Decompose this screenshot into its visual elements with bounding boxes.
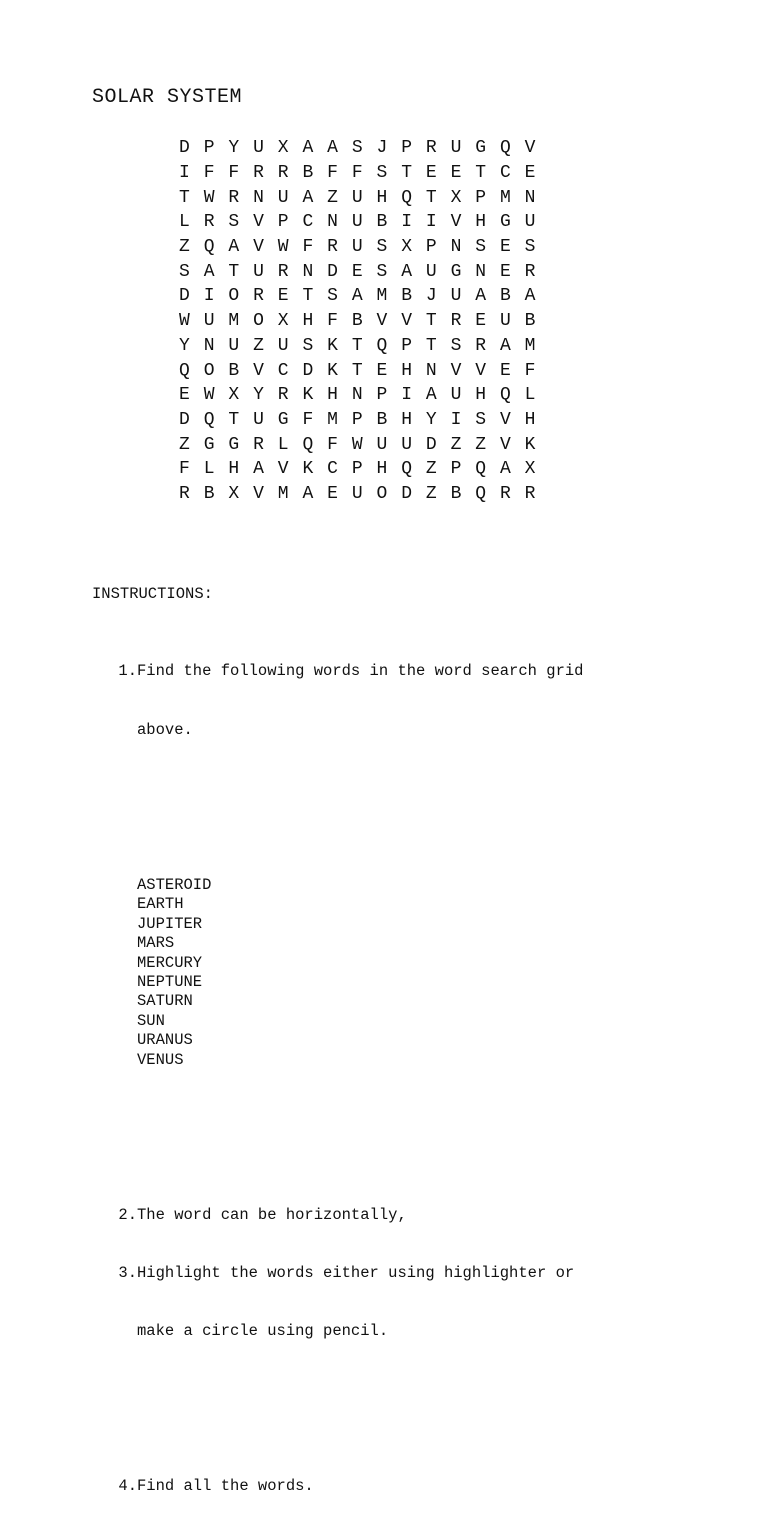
grid-letter[interactable]: S <box>302 335 314 356</box>
grid-letter[interactable]: E <box>499 360 511 381</box>
grid-letter[interactable]: H <box>327 385 338 406</box>
grid-letter[interactable]: G <box>499 212 511 233</box>
instruction-step-3-continued <box>92 1322 583 1341</box>
grid-letter[interactable]: N <box>351 385 363 406</box>
grid-letter[interactable]: R <box>425 138 437 159</box>
grid-letter[interactable]: U <box>351 187 363 208</box>
grid-letter[interactable]: P <box>401 138 412 159</box>
grid-letter[interactable]: R <box>277 163 289 184</box>
grid-letter[interactable]: P <box>425 237 437 258</box>
grid-row <box>179 482 549 507</box>
grid-letter[interactable]: M <box>376 286 388 307</box>
grid-letter[interactable]: N <box>524 187 536 208</box>
grid-letter[interactable]: N <box>425 360 437 381</box>
grid-letter[interactable]: A <box>401 261 412 282</box>
grid-letter[interactable]: B <box>401 286 412 307</box>
grid-letter[interactable]: R <box>327 237 338 258</box>
grid-letter[interactable]: K <box>524 434 536 455</box>
grid-letter[interactable]: N <box>253 187 264 208</box>
grid-letter[interactable]: H <box>401 360 412 381</box>
grid-letter[interactable]: R <box>524 261 536 282</box>
word-list-item: VENUS <box>137 1050 184 1069</box>
grid-letter[interactable]: E <box>499 237 511 258</box>
grid-letter[interactable]: V <box>499 434 511 455</box>
grid-letter[interactable]: E <box>179 385 190 406</box>
grid-letter[interactable]: X <box>277 311 289 332</box>
grid-letter[interactable]: S <box>228 212 240 233</box>
grid-letter[interactable]: E <box>475 311 487 332</box>
grid-letter[interactable]: J <box>425 286 437 307</box>
grid-letter[interactable]: H <box>475 385 487 406</box>
grid-row <box>179 408 549 433</box>
grid-letter[interactable]: M <box>524 335 536 356</box>
grid-letter[interactable]: Z <box>179 434 190 455</box>
grid-letter[interactable]: B <box>302 163 314 184</box>
grid-letter[interactable]: B <box>203 483 215 504</box>
grid-row <box>179 136 549 161</box>
grid-letter[interactable]: P <box>203 138 215 159</box>
grid-row <box>179 259 549 284</box>
grid-letter[interactable]: A <box>475 286 487 307</box>
grid-letter[interactable]: P <box>277 212 289 233</box>
grid-letter[interactable]: R <box>499 483 511 504</box>
grid-letter[interactable]: Y <box>228 138 240 159</box>
instruction-step-1-continued <box>92 721 583 740</box>
grid-letter[interactable]: V <box>450 360 462 381</box>
grid-row <box>179 383 549 408</box>
grid-letter[interactable]: R <box>524 483 536 504</box>
grid-letter[interactable]: B <box>228 360 240 381</box>
grid-letter[interactable]: X <box>401 237 412 258</box>
grid-letter[interactable]: V <box>450 212 462 233</box>
grid-letter[interactable]: D <box>179 409 190 430</box>
grid-letter[interactable]: H <box>376 187 388 208</box>
step-text: above. <box>137 720 193 739</box>
grid-letter[interactable]: K <box>327 335 338 356</box>
grid-letter[interactable]: F <box>302 409 314 430</box>
word-list-item: SUN <box>137 1011 165 1030</box>
grid-letter[interactable]: T <box>351 335 363 356</box>
grid-letter[interactable]: Q <box>401 187 412 208</box>
page-title: SOLAR SYSTEM <box>92 86 243 109</box>
grid-letter[interactable]: A <box>302 138 314 159</box>
grid-letter[interactable]: D <box>302 360 314 381</box>
grid-letter[interactable]: R <box>277 261 289 282</box>
grid-letter[interactable]: V <box>253 212 264 233</box>
grid-letter[interactable]: S <box>179 261 190 282</box>
step-number: 4. <box>118 1477 137 1496</box>
grid-letter[interactable]: R <box>253 286 264 307</box>
word-list <box>137 876 583 1070</box>
grid-letter[interactable]: A <box>351 286 363 307</box>
word-list-item: SATURN <box>137 992 193 1011</box>
step-number: 3. <box>118 1264 137 1282</box>
grid-letter[interactable]: S <box>376 261 388 282</box>
grid-letter[interactable]: G <box>450 261 462 282</box>
grid-letter[interactable]: F <box>228 163 240 184</box>
grid-letter[interactable]: H <box>475 212 487 233</box>
grid-letter[interactable]: X <box>524 459 536 480</box>
grid-row <box>179 334 549 359</box>
grid-letter[interactable]: P <box>351 459 363 480</box>
grid-letter[interactable]: F <box>327 311 338 332</box>
grid-letter[interactable]: S <box>351 138 363 159</box>
grid-letter[interactable]: F <box>302 237 314 258</box>
instruction-step-2 <box>92 1206 583 1225</box>
grid-letter[interactable]: J <box>376 138 388 159</box>
grid-letter[interactable]: Q <box>475 483 487 504</box>
grid-letter[interactable]: W <box>277 237 289 258</box>
grid-letter[interactable]: N <box>203 335 215 356</box>
grid-letter[interactable]: U <box>450 286 462 307</box>
grid-letter[interactable]: B <box>450 483 462 504</box>
grid-row <box>179 309 549 334</box>
grid-letter[interactable]: F <box>524 360 536 381</box>
grid-letter[interactable]: A <box>203 261 215 282</box>
grid-letter[interactable]: U <box>524 212 536 233</box>
grid-letter[interactable]: V <box>401 311 412 332</box>
grid-letter[interactable]: L <box>524 385 536 406</box>
grid-letter[interactable]: T <box>179 187 190 208</box>
grid-letter[interactable]: D <box>179 286 190 307</box>
grid-letter[interactable]: T <box>425 335 437 356</box>
grid-letter[interactable]: E <box>327 483 338 504</box>
grid-letter[interactable]: Q <box>302 434 314 455</box>
grid-letter[interactable]: A <box>499 335 511 356</box>
grid-letter[interactable]: U <box>401 434 412 455</box>
grid-letter[interactable]: I <box>203 286 215 307</box>
grid-letter[interactable]: Q <box>203 237 215 258</box>
grid-letter[interactable]: H <box>228 459 240 480</box>
grid-letter[interactable]: S <box>376 163 388 184</box>
grid-letter[interactable]: Q <box>376 335 388 356</box>
grid-letter[interactable]: V <box>277 459 289 480</box>
grid-letter[interactable]: S <box>450 335 462 356</box>
grid-row <box>179 358 549 383</box>
grid-letter[interactable]: I <box>450 409 462 430</box>
grid-letter[interactable]: W <box>203 385 215 406</box>
grid-row <box>179 161 549 186</box>
grid-letter[interactable]: L <box>203 459 215 480</box>
grid-letter[interactable]: E <box>277 286 289 307</box>
grid-letter[interactable]: E <box>425 163 437 184</box>
grid-letter[interactable]: C <box>302 212 314 233</box>
grid-letter[interactable]: D <box>401 483 412 504</box>
word-list-item: URANUS <box>137 1031 193 1050</box>
grid-letter[interactable]: D <box>327 261 338 282</box>
grid-letter[interactable]: A <box>302 483 314 504</box>
grid-letter[interactable]: Z <box>179 237 190 258</box>
grid-letter[interactable]: U <box>499 311 511 332</box>
grid-letter[interactable]: P <box>450 459 462 480</box>
grid-letter[interactable]: W <box>179 311 190 332</box>
grid-letter[interactable]: U <box>277 335 289 356</box>
grid-letter[interactable]: Q <box>499 385 511 406</box>
grid-letter[interactable]: U <box>450 138 462 159</box>
grid-letter[interactable]: R <box>203 212 215 233</box>
grid-letter[interactable]: Y <box>425 409 437 430</box>
grid-row <box>179 284 549 309</box>
grid-letter[interactable]: T <box>425 187 437 208</box>
grid-letter[interactable]: T <box>228 409 240 430</box>
grid-letter[interactable]: T <box>302 286 314 307</box>
grid-row <box>179 235 549 260</box>
grid-letter[interactable]: N <box>450 237 462 258</box>
grid-letter[interactable]: V <box>524 138 536 159</box>
grid-letter[interactable]: H <box>524 409 536 430</box>
grid-letter[interactable]: E <box>351 261 363 282</box>
grid-letter[interactable]: Y <box>179 335 190 356</box>
grid-letter[interactable]: S <box>475 409 487 430</box>
instruction-step-4 <box>92 1477 583 1496</box>
word-list-item: MERCURY <box>137 953 203 972</box>
grid-letter[interactable]: G <box>203 434 215 455</box>
grid-letter[interactable]: V <box>475 360 487 381</box>
grid-letter[interactable]: P <box>376 385 388 406</box>
grid-letter[interactable]: S <box>524 237 536 258</box>
grid-letter[interactable]: Z <box>253 335 264 356</box>
step-number: 1. <box>118 662 137 681</box>
grid-letter[interactable]: S <box>475 237 487 258</box>
grid-letter[interactable]: T <box>351 360 363 381</box>
grid-letter[interactable]: R <box>228 187 240 208</box>
grid-letter[interactable]: A <box>524 286 536 307</box>
grid-letter[interactable]: H <box>302 311 314 332</box>
grid-letter[interactable]: K <box>302 459 314 480</box>
grid-letter[interactable]: O <box>253 311 264 332</box>
grid-letter[interactable]: K <box>327 360 338 381</box>
grid-letter[interactable]: F <box>351 163 363 184</box>
grid-letter[interactable]: V <box>376 311 388 332</box>
grid-letter[interactable]: A <box>425 385 437 406</box>
instructions-section <box>92 546 583 1536</box>
grid-letter[interactable]: Q <box>203 409 215 430</box>
instructions-heading: INSTRUCTIONS: <box>92 584 213 603</box>
grid-letter[interactable]: M <box>327 409 338 430</box>
grid-letter[interactable]: U <box>253 138 264 159</box>
step-text: The word can be horizontally, <box>137 1205 407 1224</box>
instruction-step-3 <box>92 1264 583 1283</box>
grid-letter[interactable]: R <box>179 483 190 504</box>
grid-letter[interactable]: E <box>524 163 536 184</box>
grid-letter[interactable]: V <box>253 483 264 504</box>
grid-letter[interactable]: R <box>253 163 264 184</box>
grid-letter[interactable]: Z <box>425 459 437 480</box>
grid-letter[interactable]: T <box>425 311 437 332</box>
grid-letter[interactable]: D <box>425 434 437 455</box>
grid-letter[interactable]: G <box>277 409 289 430</box>
grid-letter[interactable]: A <box>253 459 264 480</box>
grid-letter[interactable]: B <box>351 311 363 332</box>
grid-letter[interactable]: P <box>351 409 363 430</box>
grid-letter[interactable]: Q <box>401 459 412 480</box>
grid-letter[interactable]: I <box>401 385 412 406</box>
word-list-item: ASTEROID <box>137 875 212 894</box>
grid-letter[interactable]: Z <box>450 434 462 455</box>
grid-letter[interactable]: F <box>327 434 338 455</box>
grid-letter[interactable]: I <box>179 163 190 184</box>
grid-letter[interactable]: A <box>499 459 511 480</box>
grid-letter[interactable]: M <box>228 311 240 332</box>
grid-letter[interactable]: A <box>327 138 338 159</box>
grid-letter[interactable]: N <box>302 261 314 282</box>
grid-letter[interactable]: U <box>351 483 363 504</box>
grid-letter[interactable]: E <box>499 261 511 282</box>
grid-letter[interactable]: X <box>277 138 289 159</box>
grid-letter[interactable]: B <box>376 409 388 430</box>
step-text: Find all the words. <box>137 1477 314 1496</box>
grid-letter[interactable]: N <box>327 212 338 233</box>
step-text: Find the following words in the word search grid <box>137 662 584 681</box>
grid-letter[interactable]: U <box>203 311 215 332</box>
grid-row <box>179 185 549 210</box>
grid-letter[interactable]: Q <box>179 360 190 381</box>
grid-letter[interactable]: V <box>499 409 511 430</box>
word-list-item: JUPITER <box>137 914 203 933</box>
grid-row <box>179 457 549 482</box>
grid-letter[interactable]: T <box>475 163 487 184</box>
grid-letter[interactable]: F <box>327 163 338 184</box>
grid-letter[interactable]: T <box>228 261 240 282</box>
step-text: make a circle using pencil. <box>137 1322 389 1341</box>
grid-letter[interactable]: P <box>475 187 487 208</box>
grid-letter[interactable]: U <box>253 261 264 282</box>
grid-letter[interactable]: P <box>401 335 412 356</box>
grid-letter[interactable]: S <box>327 286 338 307</box>
grid-letter[interactable]: U <box>351 212 363 233</box>
grid-letter[interactable]: I <box>425 212 437 233</box>
grid-letter[interactable]: S <box>376 237 388 258</box>
grid-letter[interactable]: O <box>228 286 240 307</box>
grid-letter[interactable]: L <box>277 434 289 455</box>
grid-letter[interactable]: Y <box>253 385 264 406</box>
grid-letter[interactable]: F <box>179 459 190 480</box>
grid-letter[interactable]: Q <box>499 138 511 159</box>
word-search-grid <box>179 136 549 506</box>
grid-letter[interactable]: L <box>179 212 190 233</box>
grid-letter[interactable]: W <box>351 434 363 455</box>
grid-letter[interactable]: M <box>499 187 511 208</box>
grid-letter[interactable]: T <box>401 163 412 184</box>
grid-letter[interactable]: B <box>376 212 388 233</box>
grid-letter[interactable]: R <box>450 311 462 332</box>
grid-letter[interactable]: R <box>277 385 289 406</box>
grid-letter[interactable]: A <box>228 237 240 258</box>
grid-letter[interactable]: G <box>228 434 240 455</box>
grid-letter[interactable]: Z <box>475 434 487 455</box>
grid-letter[interactable]: B <box>499 286 511 307</box>
grid-letter[interactable]: Z <box>327 187 338 208</box>
grid-letter[interactable]: W <box>203 187 215 208</box>
grid-letter[interactable]: X <box>228 385 240 406</box>
grid-letter[interactable]: R <box>253 434 264 455</box>
grid-letter[interactable]: U <box>376 434 388 455</box>
grid-letter[interactable]: M <box>277 483 289 504</box>
grid-letter[interactable]: F <box>203 163 215 184</box>
grid-letter[interactable]: Q <box>475 459 487 480</box>
grid-letter[interactable]: O <box>376 483 388 504</box>
word-list-item: EARTH <box>137 895 184 914</box>
grid-letter[interactable]: B <box>524 311 536 332</box>
grid-letter[interactable]: Z <box>425 483 437 504</box>
step-number: 2. <box>118 1205 137 1224</box>
grid-letter[interactable]: H <box>376 459 388 480</box>
grid-letter[interactable]: U <box>425 261 437 282</box>
grid-letter[interactable]: E <box>450 163 462 184</box>
grid-letter[interactable]: K <box>302 385 314 406</box>
grid-letter[interactable]: G <box>475 138 487 159</box>
grid-letter[interactable]: U <box>351 237 363 258</box>
grid-letter[interactable]: D <box>179 138 190 159</box>
grid-letter[interactable]: A <box>302 187 314 208</box>
grid-letter[interactable]: O <box>203 360 215 381</box>
grid-letter[interactable]: C <box>499 163 511 184</box>
word-list-item: MARS <box>137 934 175 953</box>
grid-row <box>179 210 549 235</box>
grid-letter[interactable]: V <box>253 360 264 381</box>
instruction-step-1 <box>92 662 583 681</box>
grid-letter[interactable]: U <box>277 187 289 208</box>
grid-letter[interactable]: C <box>327 459 338 480</box>
grid-letter[interactable]: N <box>475 261 487 282</box>
grid-letter[interactable]: U <box>450 385 462 406</box>
grid-letter[interactable]: U <box>228 335 240 356</box>
grid-letter[interactable]: X <box>228 483 240 504</box>
grid-letter[interactable]: C <box>277 360 289 381</box>
grid-letter[interactable]: E <box>376 360 388 381</box>
grid-letter[interactable]: R <box>475 335 487 356</box>
grid-letter[interactable]: X <box>450 187 462 208</box>
grid-letter[interactable]: I <box>401 212 412 233</box>
word-list-item: NEPTUNE <box>137 972 203 991</box>
grid-letter[interactable]: U <box>253 409 264 430</box>
grid-letter[interactable]: H <box>401 409 412 430</box>
step-text: Highlight the words either using highlighter or <box>137 1264 575 1282</box>
grid-row <box>179 432 549 457</box>
grid-letter[interactable]: V <box>253 237 264 258</box>
